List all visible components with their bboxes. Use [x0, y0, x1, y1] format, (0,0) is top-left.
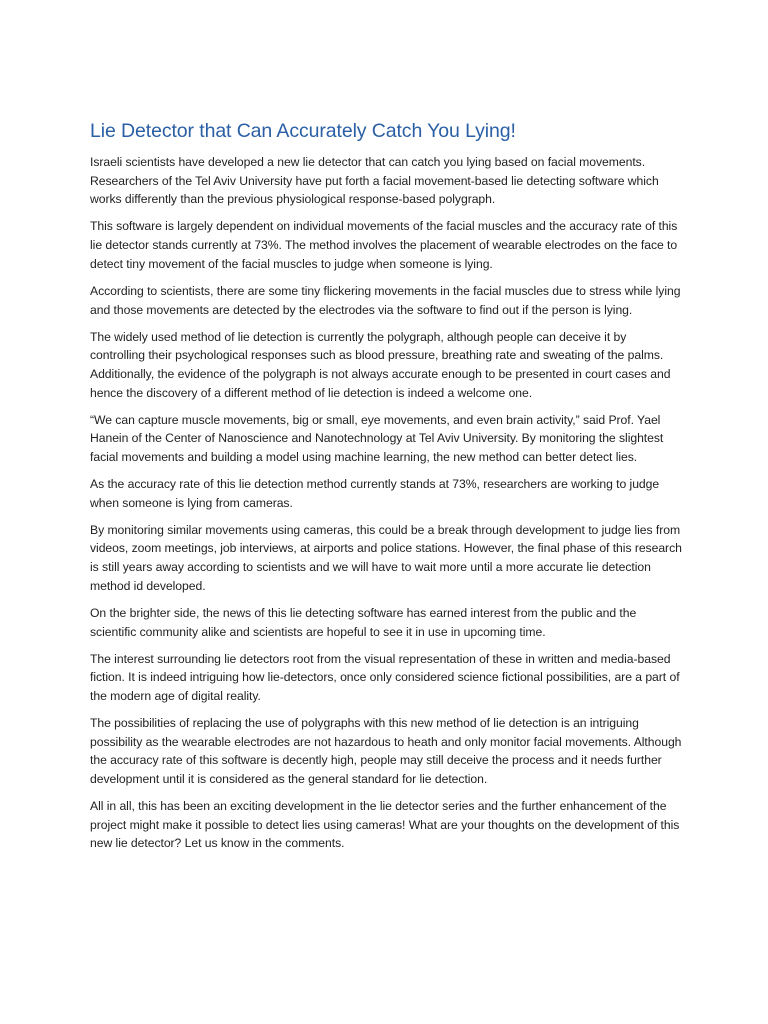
paragraph-8: On the brighter side, the news of this lie detecting software has earned interest from the public and the scientific community alike and scientists are hopeful to see it in use in upcoming time.	[90, 605, 637, 639]
paragraph-2: This software is largely dependent on individual movements of the facial muscles and the accuracy rate of this lie detector stands currently at 73%. The method involves the placement of wearable electrodes on the face to detect tiny movement of the facial muscles to judge when someone is lying.	[90, 219, 678, 271]
paragraph-3: According to scientists, there are some tiny flickering movements in the facial muscles due to stress while lying and those movements are detected by the electrodes via the software to find out if the person is lying.	[90, 283, 681, 317]
paragraph-11: All in all, this has been an exciting development in the lie detector series and the further enhancement of the project might make it possible to detect lies using cameras! What are your thoughts on the development of this new lie detector? Let us know in the comments.	[90, 799, 680, 851]
paragraph-7: By monitoring similar movements using cameras, this could be a break through development to judge lies from videos, zoom meetings, job interviews, at airports and police stations. However, the final phase of this research is still years away according to scientists and we will have to wait more until a more accurate lie detection method id developed.	[90, 522, 682, 593]
document-page	[90, 118, 684, 861]
paragraph-4: The widely used method of lie detection is currently the polygraph, although people can deceive it by controlling their psychological responses such as blood pressure, breathing rate and sweating of the palms. Additionally, the evidence of the polygraph is not always accurate enough to be presented in court cases and hence the discovery of a different method of lie detection is indeed a welcome one.	[90, 329, 671, 400]
paragraph-6: As the accuracy rate of this lie detection method currently stands at 73%, researchers are working to judge when someone is lying from cameras.	[90, 477, 660, 510]
paragraph-9: The interest surrounding lie detectors root from the visual representation of these in written and media-based fiction. It is indeed intriguing how lie-detectors, once only considered science fictional possibilities, are a part of the modern age of digital reality.	[90, 651, 680, 703]
paragraph-5: “We can capture muscle movements, big or small, eye movements, and even brain activity,” said Prof. Yael Hanein of the Center of Nanoscience and Nanotechnology at Tel Aviv University. By monitoring the slightest facial movements and building a model using machine learning, the new method can better detect lies.	[90, 412, 664, 465]
paragraph-10: The possibilities of replacing the use of polygraphs with this new method of lie detection is an intriguing possibility as the wearable electrodes are not hazardous to heath and only monitor facial movements. Although the accuracy rate of this software is decently high, people may still deceive the process and it needs further development until it is considered as the general standard for lie detection.	[90, 715, 682, 787]
paragraph-1: Israeli scientists have developed a new lie detector that can catch you lying based on facial movements. Researchers of the Tel Aviv University have put forth a facial movement-based lie detecting software which works differently than the previous physiological response-based polygraph.	[90, 155, 659, 207]
article-title: Lie Detector that Can Accurately Catch You Lying!	[90, 120, 516, 142]
